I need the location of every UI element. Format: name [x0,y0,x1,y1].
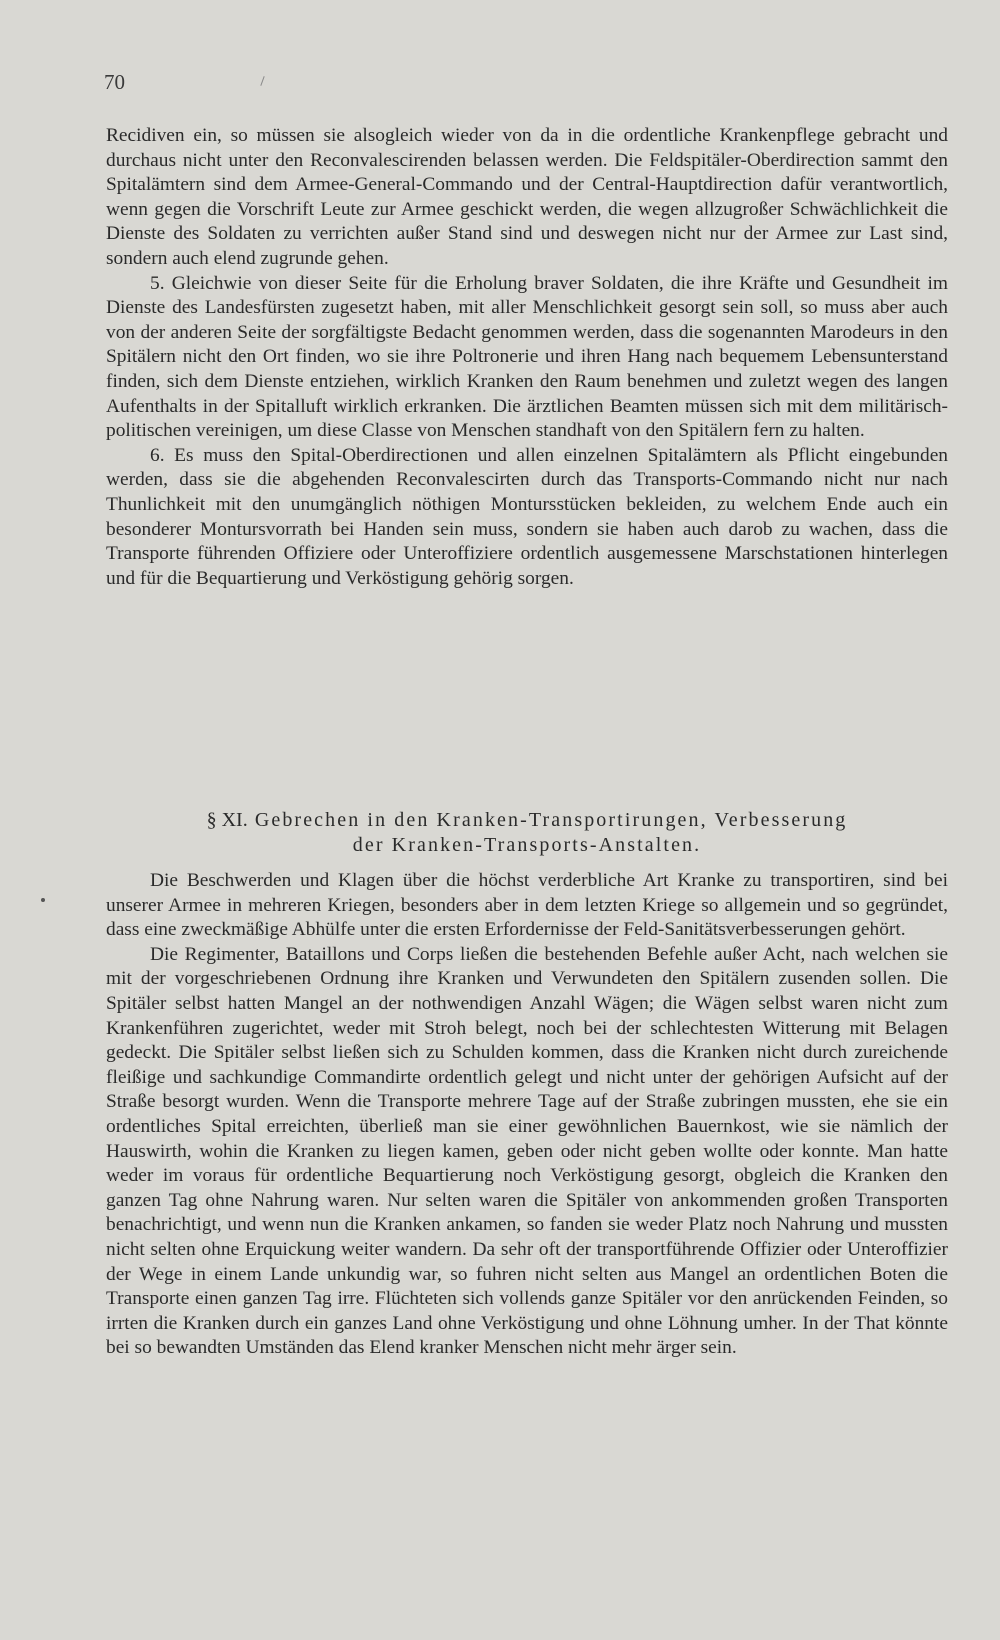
bottom-text-block [106,869,948,1361]
scan-mark [260,76,264,86]
paragraph-6: 6. Es muss den Spital-Oberdirectionen und allen einzelnen Spitalämtern als Pflicht eingebunden werden, dass sie die abgehenden Reconvalescirten durch das Transports-Commando nicht nur nach Thunlichkeit mit den unumgänglich nöthigen Montursstücken bekleiden, zu welchem Ende auch ein besonderer Montursvorrath bei Handen sein muss, sondern sie haben auch darob zu wachen, dass die Transporte führenden Offiziere oder Unteroffiziere ordentlich ausgemessene Marschstationen hinterlegen und für die Bequartierung und Verköstigung gehörig sorgen. [106,444,948,589]
paragraph-continued: Recidiven ein, so müssen sie alsogleich wieder von da in die ordentliche Krankenpflege gebracht und durchaus nicht unter den Reconvalescirenden belassen werden. Die Feldspitäler-Oberdirection sammt den Spitalämtern sind dem Armee-General-Commando und der Central-Hauptdirection dafür verantwortlich, wenn gegen die Vorschrift Leute zur Armee geschickt werden, die wegen allzugroßer Schwächlichkeit die Dienste des Soldaten zu verrichten außer Stand sind und deswegen nicht nur der Armee zur Last sind, sondern auch elend zugrunde gehen. [106,125,948,269]
paragraph-regiments: Die Regimenter, Bataillons und Corps ließen die bestehenden Befehle außer Acht, nach welchen sie mit der vorgeschriebenen Ordnung ihre Kranken und Verwundeten den Spitälern zusenden sollen. Die Spitäler selbst hatten Mangel an der nothwendigen Anzahl Wägen; die Wägen selbst waren nicht zum Krankenführen zugerichtet, weder mit Stroh belegt, noch bei der schlechtesten Witterung mit Belagen gedeckt. Die Spitäler selbst ließen sich zu Schulden kommen, dass die Kranken nicht durch zureichende fleißige und sachkundige Commandirte ordentlich gelegt und nicht unter der gehörigen Aufsicht auf der Straße besorgt wurden. Wenn die Transporte mehrere Tage auf der Straße zubringen mussten, ehe sie ein ordentliches Spital erreichten, überließ man sie einer gewöhnlichen Bauernkost, wie sie nämlich der Hauswirth, wohin die Kranken zu liegen kamen, geben oder nicht geben wollte oder konnte. Man hatte weder im voraus für ordentliche Bequartierung noch Verköstigung gesorgt, obgleich die Kranken den ganzen Tag ohne Nahrung waren. Nur selten waren die Spitäler von ankommenden großen Transporten benachrichtigt, und wenn nun die Kranken ankamen, so fanden sie weder Platz noch Nahrung und mussten nicht selten ohne Erquickung weiter wandern. Da sehr oft der transportführende Offizier oder Unteroffizier der Wege in einem Lande unkundig war, so fuhren nicht selten aus Mangel an ordentlichen Boten die Transporte einen ganzen Tag irre. Flüchteten sich vollends ganze Spitäler vor den anrückenden Feinden, so irrten die Kranken durch ein ganzes Land ohne Verköstigung und ohne Löhnung umher. In der That könnte bei so bewandten Umständen das Elend kranker Menschen nicht mehr ärger sein. [106,943,948,1359]
section-heading-line-1 [106,808,948,833]
section-title-line-2: der Kranken-Transports-Anstalten. [352,834,702,856]
section-title-line-1: Gebrechen in den Kranken-Transportirungen, Verbesserung [254,809,848,831]
page-number: 70 [104,70,125,94]
section-mark: § XI. [206,809,248,831]
paragraph-complaints: Die Beschwerden und Klagen über die höchst verderbliche Art Kranke zu transportiren, sind bei unserer Armee in mehreren Kriegen, besonders aber in dem letzten Kriege so allgemein und so gegründet, dass eine zweckmäßige Abhülfe unter die ersten Erfordernisse der Feld-Sanitätsverbesserungen gehört. [106,870,948,941]
section-heading [106,808,948,858]
paragraph-5: 5. Gleichwie von dieser Seite für die Erholung braver Soldaten, die ihre Kräfte und Gesundheit im Dienste des Landesfürsten zugesetzt haben, mit aller Menschlichkeit gesorgt sein soll, so muss aber auch von der anderen Seite der sorgfältigste Bedacht genommen werden, dass die sogenannten Marodeurs in den Spitälern nicht den Ort finden, wo sie ihre Poltronerie und ihren Hang nach bequemem Lebensunterstand finden, sich dem Dienste entziehen, wirklich Kranken den Raum benehmen und zuletzt wegen des langen Aufenthalts in der Spitalluft wirklich erkranken. Die ärztlichen Beamten müssen sich mit dem militärisch-politischen vereinigen, um diese Classe von Menschen standhaft von den Spitälern fern zu halten. [106,272,948,442]
top-text-block [106,124,948,591]
scan-speck [41,898,45,902]
